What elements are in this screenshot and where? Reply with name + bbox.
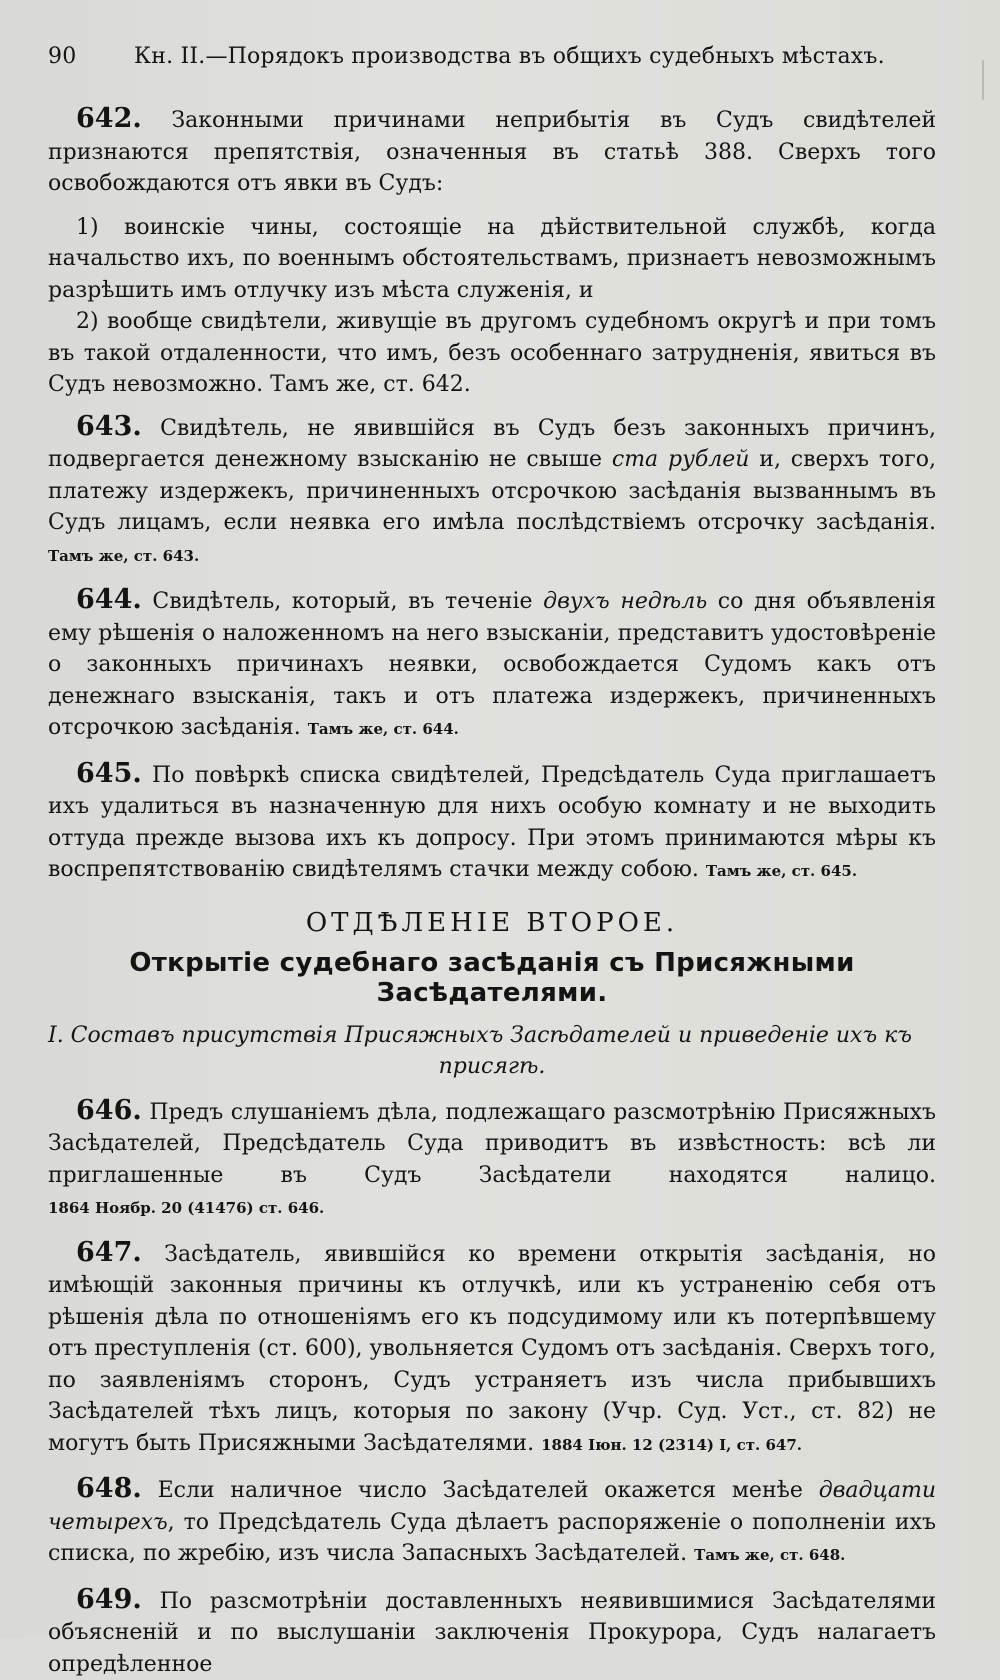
subsection-title-line-2: присягѣ. — [48, 1051, 936, 1083]
article-emphasis: двухъ недѣль — [543, 589, 707, 614]
article-source: Тамъ же, ст. 645. — [706, 862, 857, 880]
article-emphasis: двадцати четырехъ — [48, 1478, 936, 1535]
article-number: 647. — [76, 1237, 142, 1268]
article-source: Тамъ же, ст. 648. — [694, 1546, 845, 1564]
subsection-title-line-1: I. Составъ присутствія Присяжныхъ Засѣдателей и приведеніе ихъ къ — [48, 1023, 912, 1048]
article-source: 1884 Іюн. 12 (2314) I, ст. 647. — [541, 1436, 802, 1454]
article-645 — [48, 758, 936, 888]
section-title: ОТДѢЛЕНІЕ ВТОРОЕ. — [48, 908, 936, 938]
article-number: 644. — [76, 584, 142, 615]
article-number: 645. — [76, 758, 142, 789]
article-646 — [48, 1095, 936, 1225]
subsection-title — [48, 1020, 936, 1083]
article-number: 642. — [76, 103, 142, 134]
article-source: Тамъ же, ст. 643. — [48, 547, 199, 565]
running-header-title: Кн. II.—Порядокъ производства въ общихъ судебныхъ мѣстахъ. — [134, 44, 936, 69]
article-649 — [48, 1584, 936, 1680]
article-number: 646. — [76, 1095, 142, 1126]
article-642 — [48, 103, 936, 200]
article-648 — [48, 1473, 936, 1572]
page-number: 90 — [48, 44, 134, 69]
article-source: Тамъ же, ст. 642. — [270, 372, 471, 397]
article-642-item-2 — [48, 306, 936, 401]
article-text-part: со дня объявленія ему рѣшенія о наложенномъ на него взысканіи, представитъ удостовѣреніе о законныхъ причинахъ неявки, освобождается Судомъ какъ отъ денежнаго взысканія, такъ и отъ платежа издержекъ, причиненныхъ отсрочкою засѣданія. — [48, 589, 936, 740]
article-text-part: Если наличное число Засѣдателей окажется менѣе — [158, 1478, 819, 1503]
article-text: Предъ слушаніемъ дѣла, подлежащаго разсмотрѣнію Присяжныхъ Засѣдателей, Предсѣдатель Суда приводитъ въ извѣстность: всѣ ли приглашенные въ Судъ Засѣдатели находятся налицо. — [48, 1100, 936, 1188]
article-number: 649. — [76, 1584, 142, 1615]
running-header — [48, 44, 936, 69]
article-text-part: , то Предсѣдатель Суда дѣлаетъ распоряженіе о пополненіи ихъ списка, по жребію, изъ числа Запасныхъ Засѣдателей. — [48, 1510, 936, 1567]
article-text-part: и, сверхъ того, платежу издержекъ, причиненныхъ отсрочкою засѣданія вызваннымъ въ Судъ лицамъ, если неявка его имѣла послѣдствіемъ отсрочку засѣданія. — [48, 447, 936, 535]
section-subtitle: Открытіе судебнаго засѣданія съ Присяжными Засѣдателями. — [48, 948, 936, 1008]
article-text: По разсмотрѣніи доставленныхъ неявившимися Засѣдателями объясненій и по выслушаніи заключенія Прокурора, Судъ налагаетъ опредѣленное — [48, 1589, 936, 1677]
article-642-item-1: 1) воинскіе чины, состоящіе на дѣйствительной службѣ, когда начальство ихъ, по военнымъ обстоятельствамъ, признаетъ невозможнымъ разрѣшить имъ отлучку изъ мѣста служенія, и — [48, 212, 936, 307]
article-source: 1864 Ноябр. 20 (41476) ст. 646. — [48, 1199, 324, 1217]
article-number: 643. — [76, 411, 142, 442]
article-emphasis: ста рублей — [612, 447, 750, 472]
article-643 — [48, 411, 936, 573]
article-text: По повѣркѣ списка свидѣтелей, Предсѣдатель Суда приглашаетъ ихъ удалиться въ назначенную для нихъ особую комнату и не выходить оттуда прежде вызова ихъ къ допросу. При этомъ принимаются мѣры къ воспрепятствованію свидѣтелямъ стачки между собою. — [48, 763, 936, 883]
article-text: Законными причинами неприбытія въ Судъ свидѣтелей признаются препятствія, означенныя въ статьѣ 388. Сверхъ того освобождаются отъ явки въ Судъ: — [48, 108, 936, 196]
article-number: 648. — [76, 1473, 142, 1504]
page-edge-mark — [982, 60, 984, 100]
article-text-part: Свидѣтель, который, въ теченіе — [152, 589, 543, 614]
article-source: Тамъ же, ст. 644. — [308, 720, 459, 738]
item-text: 2) вообще свидѣтели, живущіе въ другомъ судебномъ округѣ и при томъ въ такой отдаленности, что имъ, безъ особеннаго затрудненія, явиться въ Судъ невозможно. — [48, 309, 936, 397]
article-647 — [48, 1237, 936, 1462]
article-text: Засѣдатель, явившійся ко времени открытія засѣданія, но имѣющій законныя причины къ отлучкѣ, или къ устраненію себя отъ рѣшенія дѣла по отношеніямъ его къ подсудимому или къ потерпѣвшему отъ преступленія (ст. 600), увольняется Судомъ отъ засѣданія. Сверхъ того, по заявленіямъ сторонъ, Судъ устраняетъ изъ числа прибывшихъ Засѣдателей тѣхъ лицъ, которыя по закону (Учр. Суд. Уст., ст. 82) не могутъ быть Присяжными Засѣдателями. — [48, 1242, 936, 1456]
article-644 — [48, 584, 936, 746]
article-text-part: Свидѣтель, не явившійся въ Судъ безъ законныхъ причинъ, подвергается денежному взысканію не свыше — [48, 416, 936, 473]
